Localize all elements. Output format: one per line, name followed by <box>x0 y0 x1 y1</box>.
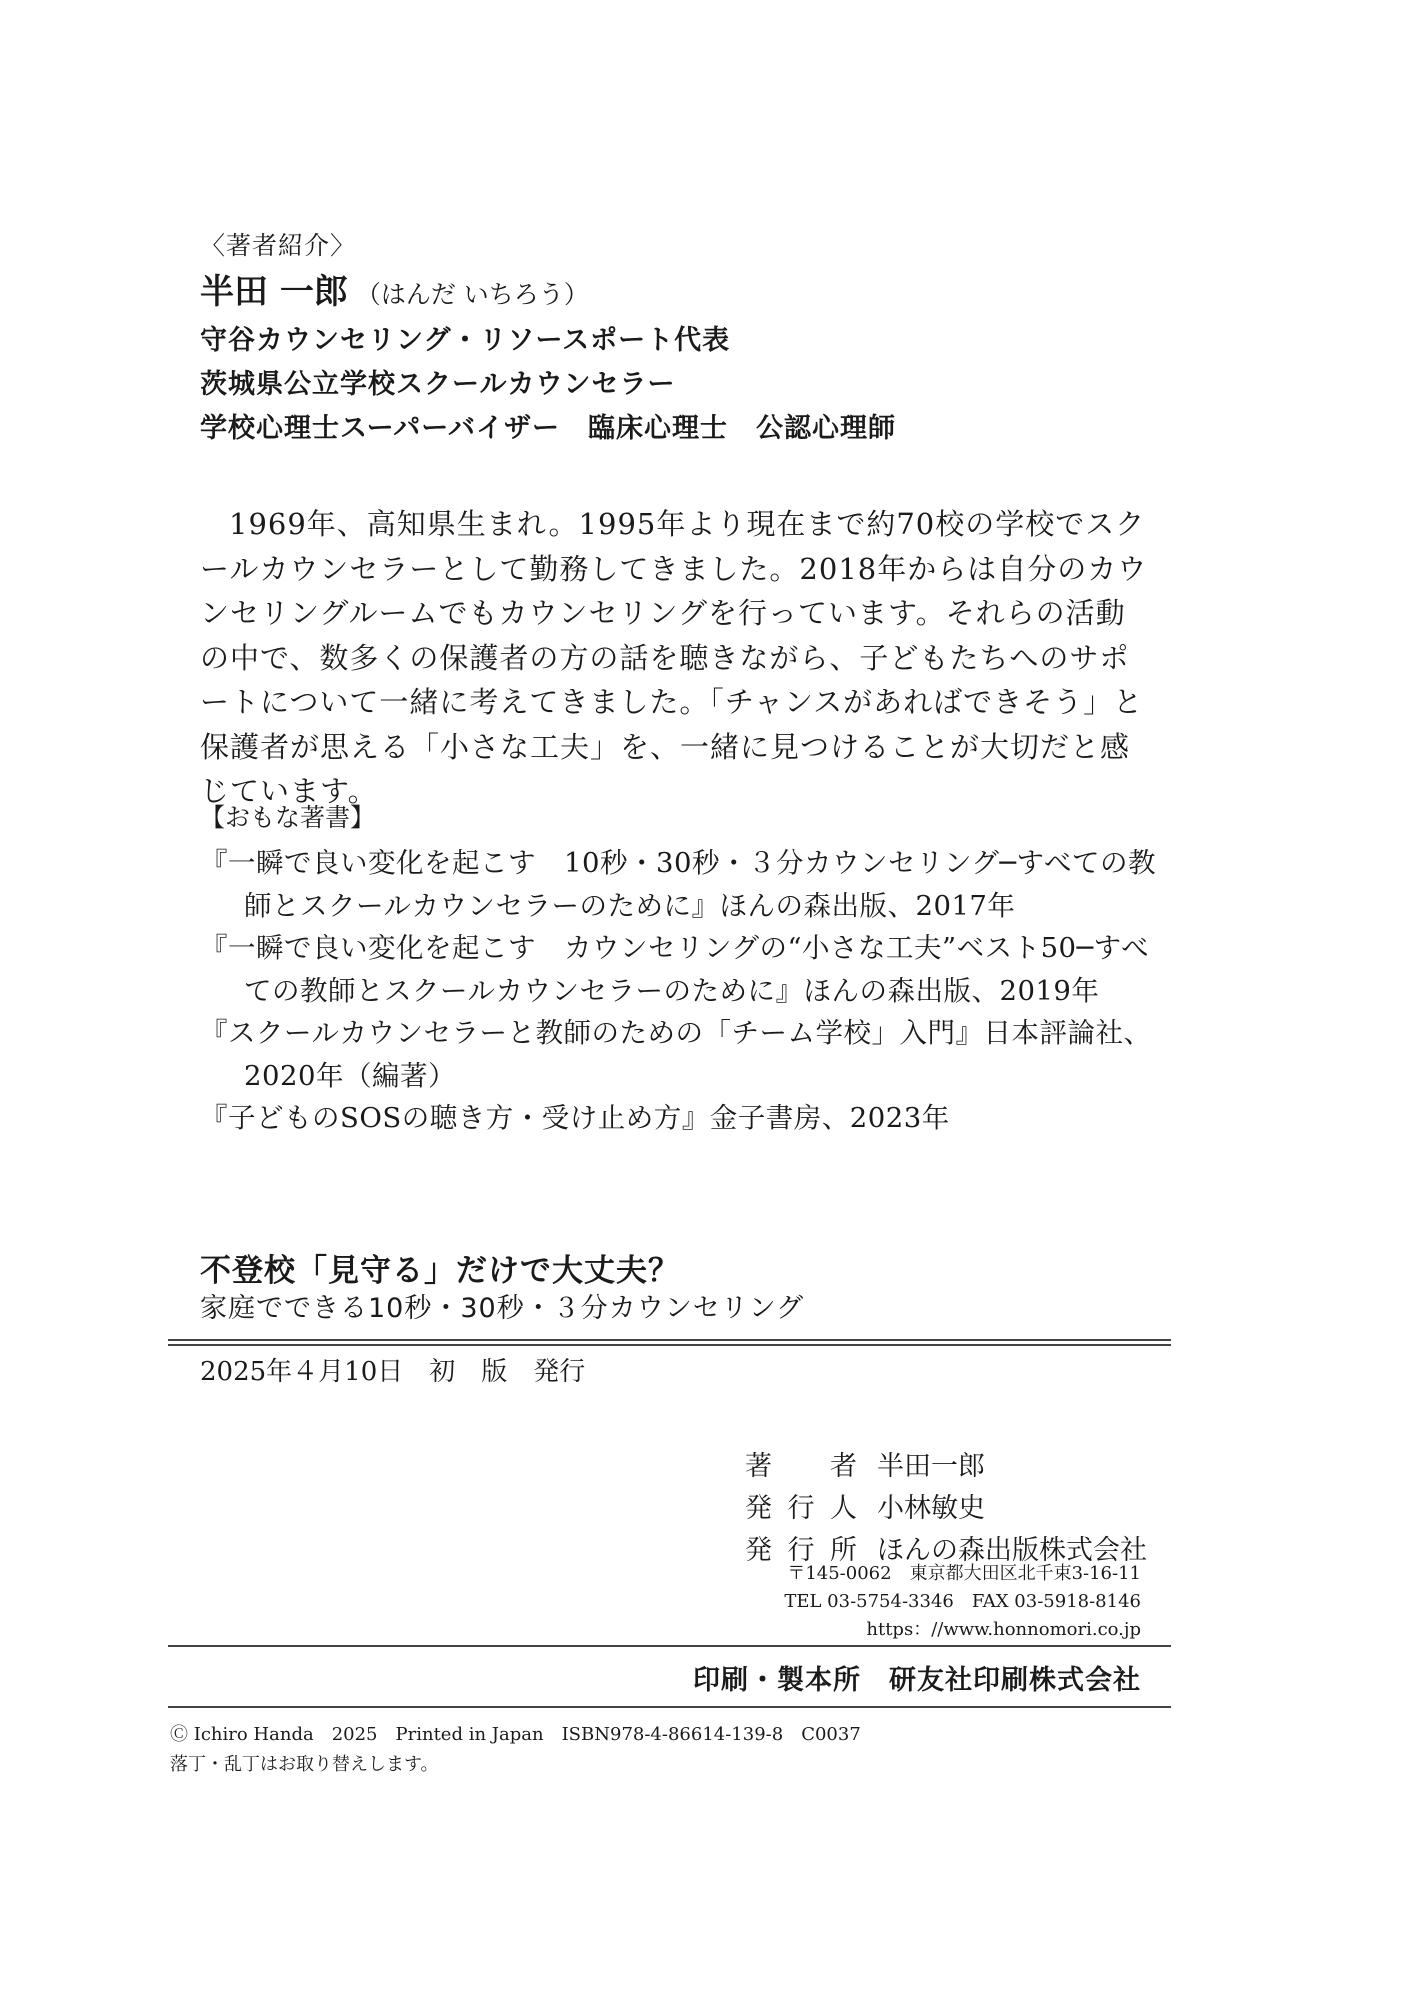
author-biography <box>200 502 1155 814</box>
divider-rule <box>168 1706 1171 1708</box>
staff-role: 発行所 <box>745 1535 857 1566</box>
colophon-book-info <box>200 1250 1180 1326</box>
author-name: 半田 一郎 <box>200 272 348 312</box>
copyright-block <box>170 1720 861 1780</box>
author-title-3: 学校心理士スーパーバイザー 臨床心理士 公認心理師 <box>200 413 896 444</box>
author-title-1: 守谷カウンセリング・リソースポート代表 <box>200 325 731 356</box>
divider-rule <box>168 1344 1171 1346</box>
author-profile-heading: 〈著者紹介〉 <box>200 231 357 260</box>
work-item: 『一瞬で良い変化を起こす カウンセリングの“小さな工夫”ベスト50─すべての教師とスクールカウンセラーのために』ほんの森出版、2019年 <box>200 932 1150 1007</box>
replacement-notice: 落丁・乱丁はお取り替えします。 <box>170 1754 439 1775</box>
staff-row-author <box>745 1446 1147 1488</box>
staff-role: 著 者 <box>745 1451 857 1482</box>
book-title: 不登校「見守る」だけで大丈夫？ <box>200 1253 680 1289</box>
major-works <box>200 798 1160 1140</box>
author-name-reading: （はんだ いちろう） <box>355 280 589 309</box>
staff-role: 発行人 <box>745 1493 857 1524</box>
book-subtitle: 家庭でできる10秒・30秒・３分カウンセリング <box>200 1293 805 1324</box>
work-item: 『子どものSOSの聴き方・受け止め方』金子書房、2023年 <box>200 1102 950 1134</box>
work-item: 『スクールカウンセラーと教師のための「チーム学校」入門』日本評論社、2020年（編著） <box>200 1017 1152 1092</box>
divider-rule <box>168 1339 1171 1341</box>
author-profile <box>200 228 1160 451</box>
staff-value: 半田一郎 <box>877 1451 985 1482</box>
publishing-staff <box>745 1446 1147 1572</box>
major-works-heading: 【おもな著書】 <box>200 803 376 832</box>
publisher-address <box>784 1560 1141 1644</box>
copyright-line: Ⓒ Ichiro Handa 2025 Printed in Japan ISBN978-4-86614-139-8 C0037 <box>170 1724 861 1745</box>
author-title-2: 茨城県公立学校スクールカウンセラー <box>200 369 676 400</box>
website-url: https：//www.honnomori.co.jp <box>866 1619 1141 1640</box>
work-item: 『一瞬で良い変化を起こす 10秒・30秒・３分カウンセリング─すべての教師とスクールカウンセラーのために』ほんの森出版、2017年 <box>200 847 1156 922</box>
staff-row-publisher <box>745 1488 1147 1530</box>
printer-info: 印刷・製本所 研友社印刷株式会社 <box>693 1665 1141 1696</box>
postal-address: 〒145-0062 東京都大田区北千束3-16-11 <box>787 1563 1141 1584</box>
divider-rule <box>168 1645 1171 1647</box>
phone-fax: TEL 03-5754-3346 FAX 03-5918-8146 <box>784 1591 1141 1612</box>
biography-text: 1969年、高知県生まれ。1995年より現在まで約70校の学校でスクールカウンセラーとして勤務してきました。2018年からは自分のカウンセリングルームでもカウンセリングを行っています。それらの活動の中で、数多くの保護者の方の話を聴きながら、子どもたちへのサポートについて一緒に考えてきました。「チャンスがあればできそう」と保護者が思える「小さな工夫」を、一緒に見つけることが大切だと感じています。 <box>200 507 1148 808</box>
staff-value: 小林敏史 <box>877 1493 985 1524</box>
author-name-line <box>200 268 1160 319</box>
edition-date: 2025年４月10日 初 版 発行 <box>200 1357 586 1387</box>
staff-value: ほんの森出版株式会社 <box>877 1535 1147 1566</box>
